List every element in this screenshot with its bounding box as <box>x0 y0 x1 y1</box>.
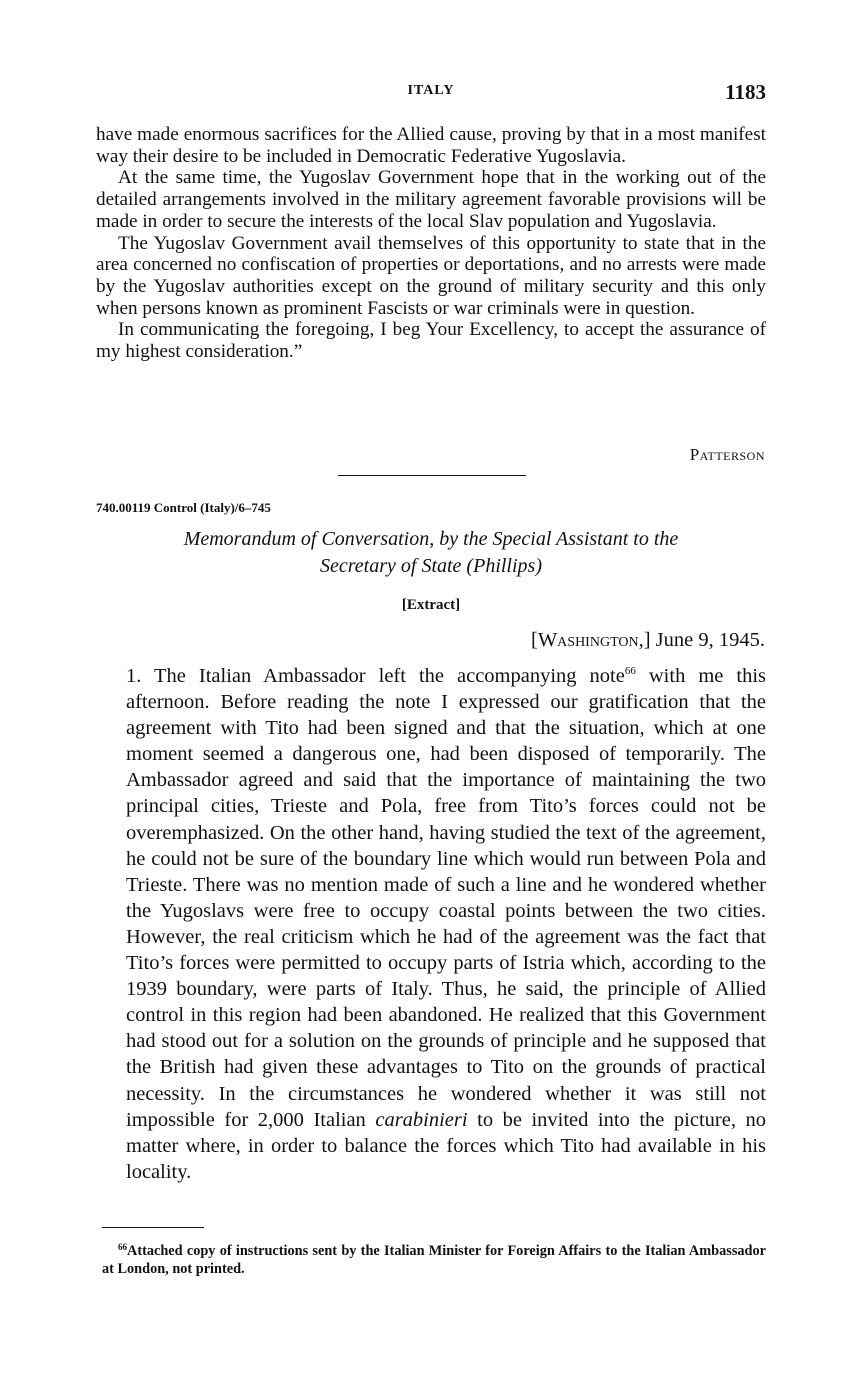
italic-term: carabinieri <box>375 1108 468 1131</box>
section-divider <box>338 475 526 476</box>
footnote <box>102 1242 766 1278</box>
letter-paragraph: The Yugoslav Government avail themselves of this opportunity to state that in the area concerned no confiscation of properties or deportations, and no arrests were made by the Yugoslav authorities except on the ground of military security and this only when persons known as prominent Fascists or war criminals were in question. <box>96 232 766 319</box>
dateline-date: June 9, 1945. <box>655 629 765 651</box>
memo-text: to be invited into the picture, no matter where, in order to balance the forces which Tito had available in his locality. <box>126 1108 766 1183</box>
document-title-line: Memorandum of Conversation, by the Special Assistant to the <box>183 528 679 550</box>
document-title <box>96 526 766 580</box>
dateline-place: [Washington,] <box>531 629 651 651</box>
letter-paragraph: have made enormous sacrifices for the Allied cause, proving by that in a most manifest way their desire to be included in Democratic Federative Yugoslavia. <box>96 124 766 167</box>
running-title: ITALY <box>407 83 455 98</box>
dateline <box>531 629 765 652</box>
signature: Patterson <box>689 445 765 464</box>
footnote-divider <box>102 1227 204 1228</box>
letter-paragraph: In communicating the foregoing, I beg Your Excellency, to accept the assurance of my highest consideration.” <box>96 319 766 363</box>
page-number: 1183 <box>725 80 766 104</box>
memo-text: with me this afternoon. Before reading the note I expressed our gratification that the agreement with Tito had been signed and that the situation, which at one moment seemed a dangerous one, had been disposed of temporarily. The Ambassador agreed and said that the importance of maintaining the two principal cities, Trieste and Pola, free from Tito’s forces could not be overemphasized. On the other hand, having studied the text of the agreement, he could not be sure of the boundary line which would run between Pola and Trieste. There was no mention made of such a line and he wondered whether the Yugoslavs were free to occupy coastal points between the two cities. However, the real criticism which he had of the agreement was the fact that Tito’s forces were permitted to occupy parts of Istria which, according to the 1939 boundary, were parts of Italy. Thus, he said, the principle of Allied control in this region had been abandoned. He realized that this Government had stood out for a solution on the grounds of principle and he supposed that the British had given these advantages to Tito on the grounds of practical necessity. In the circumstances he wondered whether it was still not impossible for 2,000 Italian <box>126 665 767 1131</box>
extract-label: [Extract] <box>401 597 461 613</box>
footnote-text: Attached copy of instructions sent by the Italian Minister for Foreign Affairs to the Italian Ambassador at London, not printed. <box>102 1243 766 1277</box>
letter-paragraph: At the same time, the Yugoslav Government hope that in the working out of the detailed arrangements involved in the military agreement favorable provisions will be made in order to secure the interests of the local Slav population and Yugoslavia. <box>96 167 766 232</box>
document-title-line: Secretary of State (Phillips) <box>320 555 542 577</box>
letter-continuation <box>96 124 766 363</box>
file-number: 740.00119 Control (Italy)/6–745 <box>96 500 271 515</box>
footnote-marker: 66 <box>118 1242 127 1252</box>
footnote-reference[interactable]: 66 <box>624 665 636 677</box>
memo-text: 1. The Italian Ambassador left the accompanying note <box>126 665 625 687</box>
footnote-paragraph <box>102 1242 766 1278</box>
page-header <box>96 80 766 108</box>
memo-body <box>126 663 766 1185</box>
memo-paragraph <box>126 663 766 1185</box>
